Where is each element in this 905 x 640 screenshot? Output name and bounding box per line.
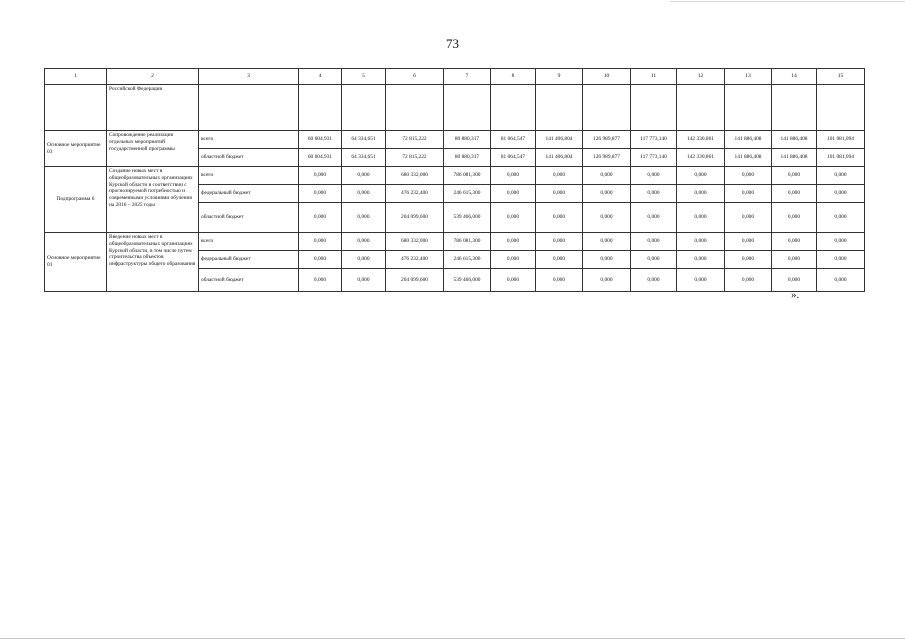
amount-cell: 786 081,300 — [444, 233, 491, 251]
amount-cell: 0,000 — [725, 269, 772, 292]
amount-cell: 0,000 — [583, 167, 631, 185]
amount-cell: 0,000 — [817, 269, 865, 292]
funding-source-cell: областной бюджет — [199, 149, 299, 167]
amount-cell: 0,000 — [583, 233, 631, 251]
scan-edge-top — [670, 1, 905, 2]
amount-cell: 0,000 — [677, 269, 725, 292]
amount-cell: 204 099,600 — [386, 269, 444, 292]
amount-cell: 64 334,651 — [342, 149, 386, 167]
header-cell: 8 — [491, 69, 536, 85]
amount-cell: 0,000 — [299, 185, 342, 203]
empty-cell — [342, 85, 386, 131]
amount-cell: 0,000 — [817, 203, 865, 233]
header-cell: 5 — [342, 69, 386, 85]
empty-cell — [677, 85, 725, 131]
amount-cell: 0,000 — [817, 185, 865, 203]
header-cell: 2 — [107, 69, 199, 85]
amount-cell: 0,000 — [536, 251, 583, 269]
header-cell: 13 — [725, 69, 772, 85]
empty-cell — [444, 85, 491, 131]
amount-cell: 141 886,408 — [725, 149, 772, 167]
header-cell: 14 — [772, 69, 817, 85]
amount-cell: 0,000 — [631, 233, 677, 251]
amount-cell: 80 880,317 — [444, 131, 491, 149]
amount-cell: 142 330,861 — [677, 149, 725, 167]
amount-cell: 539 466,000 — [444, 203, 491, 233]
amount-cell: 539 466,000 — [444, 269, 491, 292]
header-cell: 7 — [444, 69, 491, 85]
header-cell: 11 — [631, 69, 677, 85]
amount-cell: 101 081,094 — [817, 149, 865, 167]
amount-cell: 0,000 — [677, 167, 725, 185]
amount-cell: 0,000 — [725, 203, 772, 233]
amount-cell: 246 615,300 — [444, 185, 491, 203]
header-cell: 12 — [677, 69, 725, 85]
amount-cell: 0,000 — [342, 203, 386, 233]
header-cell: 3 — [199, 69, 299, 85]
amount-cell: 0,000 — [631, 251, 677, 269]
amount-cell: 0,000 — [631, 167, 677, 185]
measure-name-cell: Создание новых мест в общеобразовательных организациях Курской области в соответствии с прогнозируемой потребностью и современными условиями обучения на 2016 – 2025 годы — [107, 167, 199, 233]
page-number: 73 — [446, 36, 459, 51]
amount-cell: 0,000 — [536, 203, 583, 233]
amount-cell: 0,000 — [491, 269, 536, 292]
amount-cell: 81 064,547 — [491, 149, 536, 167]
column-number-row — [45, 69, 865, 85]
measure-type-cell: Основное мероприятие 03 — [45, 131, 107, 167]
amount-cell: 0,000 — [536, 233, 583, 251]
amount-cell: 0,000 — [772, 203, 817, 233]
amount-cell: 0,000 — [491, 203, 536, 233]
amount-cell: 0,000 — [299, 251, 342, 269]
table-row — [45, 131, 865, 149]
amount-cell: 101 081,094 — [817, 131, 865, 149]
amount-cell: 0,000 — [299, 233, 342, 251]
amount-cell: 0,000 — [342, 185, 386, 203]
amount-cell: 476 232,400 — [386, 251, 444, 269]
amount-cell: 0,000 — [491, 251, 536, 269]
measure-name-cell: Сопровождение реализации отдельных мероприятий государственной программы — [107, 131, 199, 167]
amount-cell: 0,000 — [536, 269, 583, 292]
amount-cell: 64 334,651 — [342, 131, 386, 149]
amount-cell: 0,000 — [772, 233, 817, 251]
amount-cell: 0,000 — [772, 185, 817, 203]
amount-cell: 72 815,222 — [386, 149, 444, 167]
empty-cell — [299, 85, 342, 131]
amount-cell: 117 773,140 — [631, 131, 677, 149]
amount-cell: 0,000 — [342, 269, 386, 292]
amount-cell: 141 406,804 — [536, 131, 583, 149]
amount-cell: 0,000 — [631, 269, 677, 292]
header-cell: 9 — [536, 69, 583, 85]
amount-cell: 0,000 — [491, 167, 536, 185]
amount-cell: 0,000 — [772, 269, 817, 292]
amount-cell: 0,000 — [536, 167, 583, 185]
empty-cell — [536, 85, 583, 131]
header-cell: 15 — [817, 69, 865, 85]
scan-edge-bottom — [0, 638, 905, 639]
amount-cell: 126 989,877 — [583, 131, 631, 149]
amount-cell: 72 815,222 — [386, 131, 444, 149]
amount-cell: 0,000 — [772, 251, 817, 269]
amount-cell: 0,000 — [817, 251, 865, 269]
intro-row — [45, 85, 865, 131]
amount-cell: 476 232,400 — [386, 185, 444, 203]
amount-cell: 0,000 — [725, 233, 772, 251]
amount-cell: 680 332,000 — [386, 167, 444, 185]
header-cell: 6 — [386, 69, 444, 85]
amount-cell: 0,000 — [817, 167, 865, 185]
header-cell: 1 — [45, 69, 107, 85]
measure-name-cell: Введение новых мест в общеобразовательных организациях Курской области, в том числе путем строительства объектов инфраструктуры общего образования — [107, 233, 199, 292]
measure-type-cell: Подпрограмма 6 — [45, 167, 107, 233]
amount-cell: 80 880,317 — [444, 149, 491, 167]
funding-source-cell: всего — [199, 131, 299, 149]
amount-cell: 60 604,931 — [299, 131, 342, 149]
amount-cell: 0,000 — [299, 203, 342, 233]
header-cell: 4 — [299, 69, 342, 85]
empty-cell — [199, 85, 299, 131]
empty-cell — [817, 85, 865, 131]
empty-cell — [45, 85, 107, 131]
amount-cell: 204 099,600 — [386, 203, 444, 233]
table-row — [45, 233, 865, 251]
amount-cell: 0,000 — [772, 167, 817, 185]
empty-cell — [491, 85, 536, 131]
amount-cell: 246 615,300 — [444, 251, 491, 269]
closing-quote-mark: ». — [791, 289, 800, 301]
amount-cell: 0,000 — [491, 233, 536, 251]
amount-cell: 0,000 — [631, 203, 677, 233]
amount-cell: 142 330,861 — [677, 131, 725, 149]
amount-cell: 0,000 — [583, 269, 631, 292]
amount-cell: 0,000 — [536, 185, 583, 203]
empty-cell — [631, 85, 677, 131]
measure-type-cell: Основное мероприятие 01 — [45, 233, 107, 292]
amount-cell: 0,000 — [299, 167, 342, 185]
amount-cell: 0,000 — [725, 185, 772, 203]
budget-table — [44, 68, 865, 292]
program-name-cell: Российской Федерации — [107, 85, 199, 131]
amount-cell: 0,000 — [583, 251, 631, 269]
table-body — [45, 69, 865, 292]
funding-source-cell: федеральный бюджет — [199, 185, 299, 203]
amount-cell: 141 886,408 — [772, 149, 817, 167]
funding-source-cell: всего — [199, 233, 299, 251]
amount-cell: 0,000 — [583, 185, 631, 203]
amount-cell: 0,000 — [677, 251, 725, 269]
amount-cell: 117 773,140 — [631, 149, 677, 167]
amount-cell: 81 064,547 — [491, 131, 536, 149]
amount-cell: 680 332,000 — [386, 233, 444, 251]
empty-cell — [772, 85, 817, 131]
empty-cell — [583, 85, 631, 131]
amount-cell: 786 081,300 — [444, 167, 491, 185]
amount-cell: 0,000 — [677, 203, 725, 233]
funding-source-cell: всего — [199, 167, 299, 185]
amount-cell: 60 604,931 — [299, 149, 342, 167]
amount-cell: 0,000 — [677, 185, 725, 203]
amount-cell: 0,000 — [725, 167, 772, 185]
amount-cell: 141 886,408 — [725, 131, 772, 149]
funding-source-cell: федеральный бюджет — [199, 251, 299, 269]
amount-cell: 0,000 — [342, 251, 386, 269]
table-row — [45, 167, 865, 185]
empty-cell — [386, 85, 444, 131]
amount-cell: 0,000 — [583, 203, 631, 233]
amount-cell: 0,000 — [725, 251, 772, 269]
amount-cell: 126 989,877 — [583, 149, 631, 167]
header-cell: 10 — [583, 69, 631, 85]
amount-cell: 0,000 — [342, 167, 386, 185]
amount-cell: 0,000 — [817, 233, 865, 251]
amount-cell: 141 406,804 — [536, 149, 583, 167]
empty-cell — [725, 85, 772, 131]
amount-cell: 0,000 — [342, 233, 386, 251]
amount-cell: 0,000 — [631, 185, 677, 203]
funding-source-cell: областной бюджет — [199, 203, 299, 233]
amount-cell: 0,000 — [299, 269, 342, 292]
amount-cell: 141 886,408 — [772, 131, 817, 149]
funding-source-cell: областной бюджет — [199, 269, 299, 292]
amount-cell: 0,000 — [491, 185, 536, 203]
amount-cell: 0,000 — [677, 233, 725, 251]
